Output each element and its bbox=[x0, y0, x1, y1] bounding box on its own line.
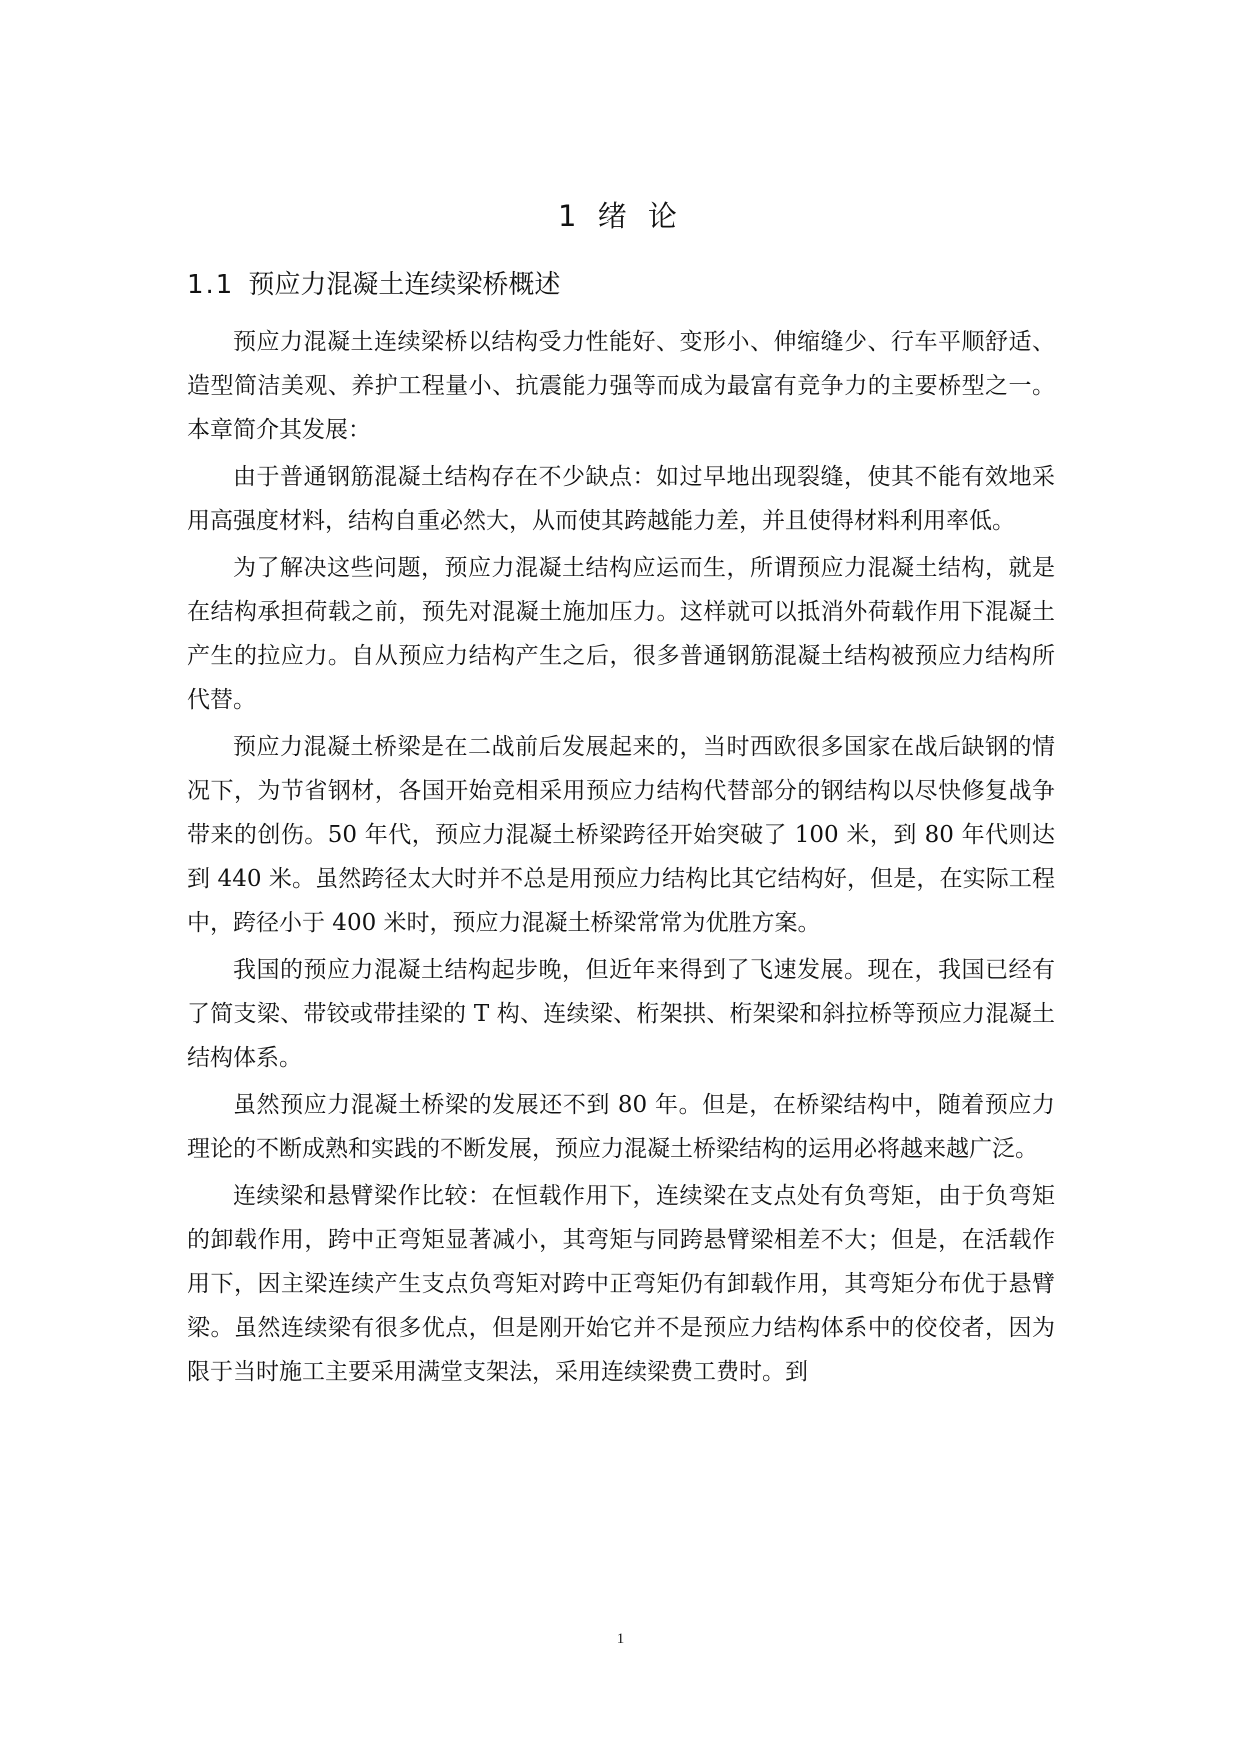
paragraph: 虽然预应力混凝土桥梁的发展还不到 80 年。但是，在桥梁结构中，随着预应力理论的不断成熟和实践的不断发展，预应力混凝土桥梁结构的运用必将越来越广泛。 bbox=[187, 1092, 1055, 1162]
section-number: 1.1 bbox=[187, 270, 235, 300]
paragraph: 由于普通钢筋混凝土结构存在不少缺点：如过早地出现裂缝，使其不能有效地采用高强度材料，结构自重必然大，从而使其跨越能力差，并且使得材料利用率低。 bbox=[187, 464, 1055, 534]
paragraph: 我国的预应力混凝土结构起步晚，但近年来得到了飞速发展。现在，我国已经有了简支梁、带铰或带挂梁的 T 构、连续梁、桁架拱、桁架梁和斜拉桥等预应力混凝土结构体系。 bbox=[187, 957, 1055, 1071]
page-number: 1 bbox=[616, 1631, 625, 1647]
body-text bbox=[187, 320, 1055, 1397]
paragraph: 连续梁和悬臂梁作比较：在恒载作用下，连续梁在支点处有负弯矩，由于负弯矩的卸载作用，跨中正弯矩显著减小，其弯矩与同跨悬臂梁相差不大；但是，在活载作用下，因主梁连续产生支点负弯矩对跨中正弯矩仍有卸载作用，其弯矩分布优于悬臂梁。虽然连续梁有很多优点，但是刚开始它并不是预应力结构体系中的佼佼者，因为限于当时施工主要采用满堂支架法，采用连续梁费工费时。到 bbox=[187, 1183, 1055, 1385]
paragraph: 预应力混凝土桥梁是在二战前后发展起来的，当时西欧很多国家在战后缺钢的情况下，为节省钢材，各国开始竞相采用预应力结构代替部分的钢结构以尽快修复战争带来的创伤。50 年代，预应力混凝土桥梁跨径开始突破了 100 米，到 80 年代则达到 440 米。虽然跨径太大时并不总是用预应力结构比其它结构好，但是，在实际工程中，跨径小于 400 米时，预应力混凝土桥梁常常为优胜方案。 bbox=[187, 734, 1055, 936]
section-heading bbox=[187, 267, 560, 303]
chapter-title: 1 绪 论 bbox=[558, 199, 683, 233]
paragraph: 预应力混凝土连续梁桥以结构受力性能好、变形小、伸缩缝少、行车平顺舒适、造型简洁美观、养护工程量小、抗震能力强等而成为最富有竞争力的主要桥型之一。本章简介其发展： bbox=[187, 329, 1055, 443]
paragraph: 为了解决这些问题，预应力混凝土结构应运而生，所谓预应力混凝土结构，就是在结构承担荷载之前，预先对混凝土施加压力。这样就可以抵消外荷载作用下混凝土产生的拉应力。自从预应力结构产生之后，很多普通钢筋混凝土结构被预应力结构所代替。 bbox=[187, 555, 1055, 713]
section-title: 预应力混凝土连续梁桥概述 bbox=[248, 270, 561, 300]
